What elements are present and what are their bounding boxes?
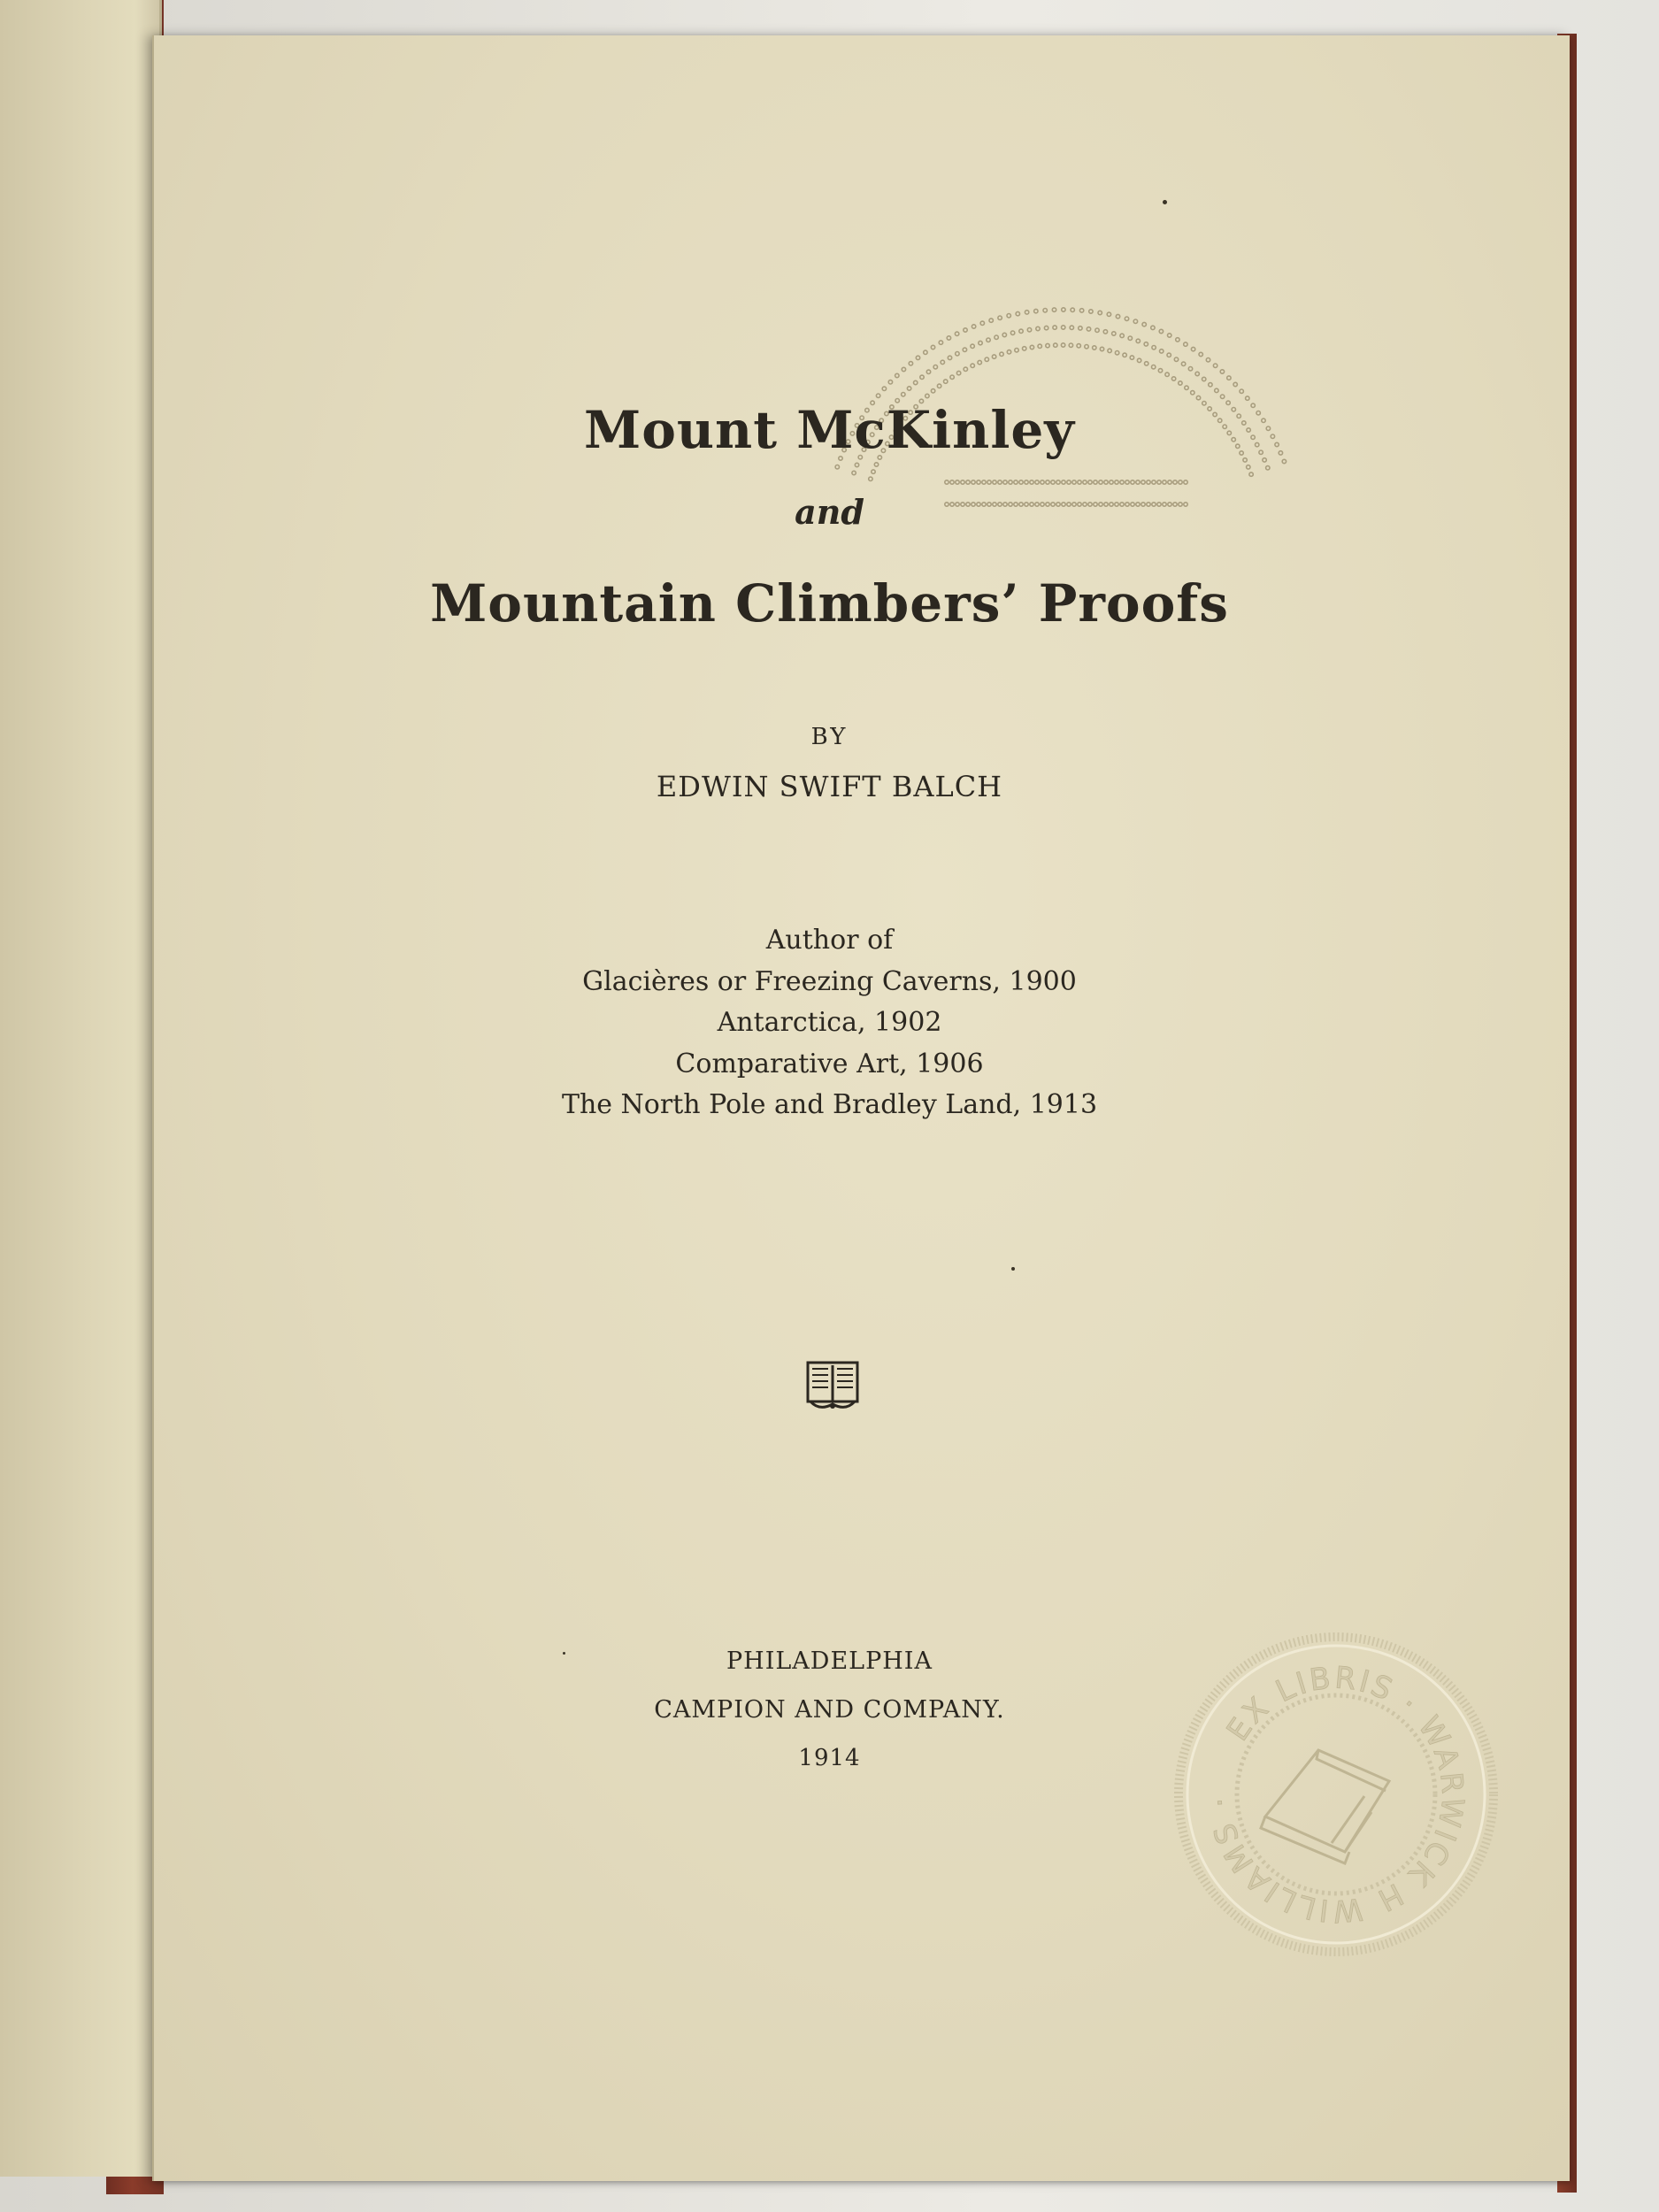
perforation-dot: [1110, 480, 1113, 484]
perforation-dot: [1000, 352, 1003, 356]
perforation-dot: [931, 345, 934, 349]
perforation-dot: [945, 480, 949, 484]
perforation-dot: [1023, 347, 1026, 350]
perforation-dot: [1136, 339, 1140, 342]
other-work-item: The North Pole and Bradley Land, 1913: [561, 1089, 1098, 1120]
perforation-dot: [902, 367, 905, 371]
perforation-dot: [1009, 480, 1012, 484]
imprint-city: PHILADELPHIA: [726, 1647, 933, 1675]
perforation-dot: [882, 387, 886, 390]
perforation-dot: [977, 480, 980, 484]
perforation-dot: [1147, 480, 1150, 484]
perforation-dot: [1044, 326, 1048, 329]
perforation-dot: [1043, 309, 1047, 312]
perforation-dot: [971, 344, 974, 348]
perforation-dot: [872, 470, 875, 473]
perforation-dot: [1007, 314, 1010, 318]
paper-speck: [1163, 200, 1167, 204]
perforation-dot: [947, 336, 950, 340]
perforation-dot: [1079, 309, 1083, 312]
perforation-dot: [1152, 480, 1156, 484]
perforation-dot: [985, 357, 988, 361]
perforation-dot: [1249, 472, 1253, 476]
perforation-dot: [1051, 480, 1055, 484]
imprint-publisher: CAMPION AND COMPANY.: [654, 1696, 1005, 1724]
perforation-dot: [1061, 343, 1064, 347]
perforation-dot: [1209, 383, 1212, 387]
perforation-dot: [993, 480, 996, 484]
perforation-dot: [989, 319, 993, 322]
perforation-dot: [1199, 352, 1202, 356]
imprint-year: 1914: [798, 1745, 861, 1771]
perforation-dot: [1142, 322, 1146, 326]
perforation-dot: [972, 325, 975, 328]
perforation-dot: [1072, 480, 1076, 484]
perforation-dot: [1220, 370, 1224, 373]
perforation-dot: [1035, 480, 1039, 484]
perforation-dot: [1173, 480, 1177, 484]
perforation-dot: [876, 394, 879, 397]
perforation-dot: [1078, 480, 1081, 484]
perforation-dot: [869, 477, 872, 480]
perforation-dot: [1158, 369, 1162, 373]
perforation-dot: [1168, 334, 1171, 337]
perforation-dot: [1168, 480, 1171, 484]
paper-speck: [1011, 1267, 1015, 1271]
perforation-dot: [1160, 349, 1164, 353]
perforation-dot: [926, 394, 929, 397]
perforation-dot: [1062, 308, 1065, 311]
perforation-dot: [888, 380, 892, 384]
perforation-dot: [1195, 372, 1199, 375]
perforation-dot: [926, 370, 930, 373]
perforation-dot: [1163, 480, 1166, 484]
perforation-dot: [995, 335, 998, 339]
perforation-dot: [1144, 342, 1148, 346]
perforation-dot: [1077, 344, 1080, 348]
perforation-dot: [964, 367, 967, 371]
perforation-dot: [1098, 311, 1102, 314]
perforation-dot: [1112, 332, 1116, 335]
perforation-dot: [956, 352, 959, 356]
other-works-list: [0, 920, 1659, 1126]
perforation-dot: [1027, 328, 1031, 332]
title-connector: and: [795, 492, 864, 532]
other-work-item: Antarctica, 1902: [717, 1007, 942, 1038]
perforation-dot: [1007, 350, 1010, 354]
perforation-dot: [852, 471, 856, 474]
perforation-dot: [1034, 309, 1038, 312]
perforation-dot: [956, 371, 960, 374]
perforation-dot: [1137, 358, 1141, 362]
perforation-dot: [987, 338, 990, 342]
perforation-dot: [998, 480, 1002, 484]
perforation-dot: [1152, 365, 1156, 369]
perforation-dot: [963, 348, 966, 351]
perforation-dot: [998, 316, 1002, 319]
paper-speck: [563, 1652, 565, 1655]
other-work-item: Glacières or Freezing Caverns, 1900: [582, 965, 1077, 997]
perforation-dot: [907, 387, 910, 390]
author-name: EDWIN SWIFT BALCH: [656, 770, 1003, 803]
perforation-dot: [1030, 345, 1033, 349]
perforation-dot: [1108, 349, 1111, 352]
perforation-dot: [1191, 391, 1194, 395]
perforation-dot: [1185, 386, 1188, 389]
perforation-dot: [1069, 343, 1072, 347]
perforation-dot: [1145, 362, 1148, 365]
perforation-dot: [972, 480, 975, 484]
perforation-dot: [1152, 346, 1156, 349]
perforation-dot: [874, 463, 878, 466]
perforation-dot: [1088, 480, 1092, 484]
perforation-dot: [1133, 319, 1137, 323]
perforation-dot: [961, 480, 964, 484]
perforation-dot: [1188, 367, 1192, 371]
perforation-dot: [1128, 336, 1132, 340]
open-book-device-icon: [805, 1360, 860, 1413]
perforation-dot: [916, 356, 919, 359]
perforation-dot: [1179, 480, 1182, 484]
perforation-dot: [1167, 353, 1171, 357]
perforation-dot: [1062, 326, 1065, 329]
perforation-dot: [1002, 333, 1006, 336]
perforation-dot: [1095, 328, 1099, 332]
perforation-dot: [1041, 480, 1044, 484]
perforation-dot: [980, 321, 984, 325]
perforation-dot: [1266, 466, 1270, 470]
perforation-dot: [914, 380, 918, 384]
perforation-dot: [855, 463, 858, 466]
svg-text:EX LIBRIS · WARWICK H WILLIAMS: EX LIBRIS · WARWICK H WILLIAMS ·: [1202, 1660, 1471, 1930]
perforation-dot: [1056, 480, 1060, 484]
perforation-dot: [1046, 343, 1049, 347]
perforation-dot: [1107, 312, 1110, 316]
perforation-dot: [1038, 344, 1041, 348]
perforation-dot: [1015, 349, 1018, 352]
perforation-dot: [1053, 326, 1056, 329]
perforation-dot: [1136, 480, 1140, 484]
perforation-dot: [835, 465, 839, 469]
perforation-dot: [964, 328, 967, 332]
perforation-dot: [1125, 480, 1129, 484]
perforation-dot: [1184, 480, 1187, 484]
perforation-dot: [1174, 357, 1178, 361]
perforation-dot: [1010, 331, 1014, 334]
perforation-dot: [978, 360, 981, 364]
perforation-dot: [1115, 351, 1118, 355]
perforation-dot: [950, 375, 954, 379]
perforation-dot: [966, 480, 970, 484]
ex-libris-seal-icon: [1168, 1626, 1504, 1962]
perforation-dot: [1123, 353, 1126, 357]
perforation-dot: [1093, 346, 1096, 349]
perforation-dot: [1025, 480, 1028, 484]
perforation-dot: [1181, 362, 1185, 365]
perforation-dot: [1220, 395, 1224, 398]
title-line-1: Mount McKinley: [584, 400, 1075, 460]
other-works-heading: Author of: [765, 925, 894, 956]
perforation-dot: [1071, 308, 1074, 311]
perforation-dot: [1067, 480, 1071, 484]
perforation-dot: [1215, 388, 1218, 392]
perforation-dot: [1206, 358, 1210, 362]
perforation-dot: [979, 341, 982, 344]
perforation-dot: [1089, 310, 1093, 313]
perforation-dot: [1083, 480, 1087, 484]
perforation-dot: [895, 373, 899, 377]
perforation-dot: [1019, 329, 1023, 333]
perforation-dot: [1120, 480, 1124, 484]
perforation-dot: [1130, 356, 1133, 359]
perforation-dot: [1115, 480, 1118, 484]
perforation-dot: [987, 480, 991, 484]
perforation-dot: [1054, 343, 1057, 347]
perforation-dot: [1070, 326, 1073, 329]
perforation-dot: [1240, 389, 1243, 393]
perforation-dot: [937, 384, 941, 388]
perforation-dot: [956, 480, 959, 484]
perforation-dot: [1103, 330, 1107, 334]
perforation-dot: [1131, 480, 1134, 484]
perforation-dot: [1116, 314, 1119, 318]
perforation-dot: [1030, 480, 1033, 484]
perforation-dot: [1184, 342, 1187, 346]
perforation-dot: [948, 356, 951, 359]
perforation-dot: [924, 350, 927, 354]
perforation-dot: [1052, 308, 1056, 311]
perforation-dot: [1100, 347, 1103, 350]
perforation-dot: [1233, 382, 1237, 386]
perforation-dot: [1227, 376, 1231, 380]
perforation-dot: [950, 480, 954, 484]
perforation-dot: [1157, 480, 1161, 484]
perforation-dot: [1171, 377, 1175, 380]
perforation-dot: [1213, 364, 1217, 367]
perforation-dot: [1179, 381, 1182, 385]
perforation-dot: [992, 355, 995, 358]
perforation-dot: [1151, 326, 1155, 329]
perforation-dot: [944, 380, 948, 383]
perforation-dot: [1094, 480, 1097, 484]
perforation-dot: [933, 365, 937, 369]
perforation-dot: [931, 389, 934, 393]
perforation-dot: [1104, 480, 1108, 484]
perforation-dot: [1159, 329, 1163, 333]
perforation-dot: [1014, 480, 1018, 484]
perforation-dot: [1165, 373, 1169, 376]
perforation-dot: [902, 393, 905, 396]
perforation-dot: [1202, 377, 1206, 380]
perforation-dot: [971, 364, 974, 367]
perforation-dot: [1099, 480, 1102, 484]
perforation-dot: [909, 362, 912, 365]
perforation-dot: [941, 360, 944, 364]
perforation-dot: [1120, 334, 1124, 337]
perforation-dot: [1016, 311, 1019, 315]
perforation-dot: [982, 480, 986, 484]
perforation-dot: [920, 375, 924, 379]
perforation-dot: [1141, 480, 1145, 484]
other-work-item: Comparative Art, 1906: [675, 1048, 984, 1079]
perforation-dot: [1079, 326, 1082, 330]
perforation-dot: [1085, 345, 1088, 349]
perforation-dot: [1191, 347, 1194, 350]
title-line-2: Mountain Climbers’ Proofs: [430, 573, 1229, 634]
perforation-dot: [1247, 465, 1250, 469]
perforation-dot: [1176, 338, 1179, 342]
perforation-dot: [1003, 480, 1007, 484]
perforation-dot: [1087, 327, 1090, 331]
perforation-dot: [955, 332, 958, 335]
perforation-dot: [1046, 480, 1049, 484]
perforation-dot: [1125, 317, 1128, 320]
perforation-dot: [1062, 480, 1065, 484]
perforation-dot: [1019, 480, 1023, 484]
perforation-dot: [1025, 311, 1028, 314]
perforation-dot: [1036, 326, 1040, 330]
by-label: BY: [810, 724, 849, 750]
perforation-dot: [939, 341, 942, 344]
